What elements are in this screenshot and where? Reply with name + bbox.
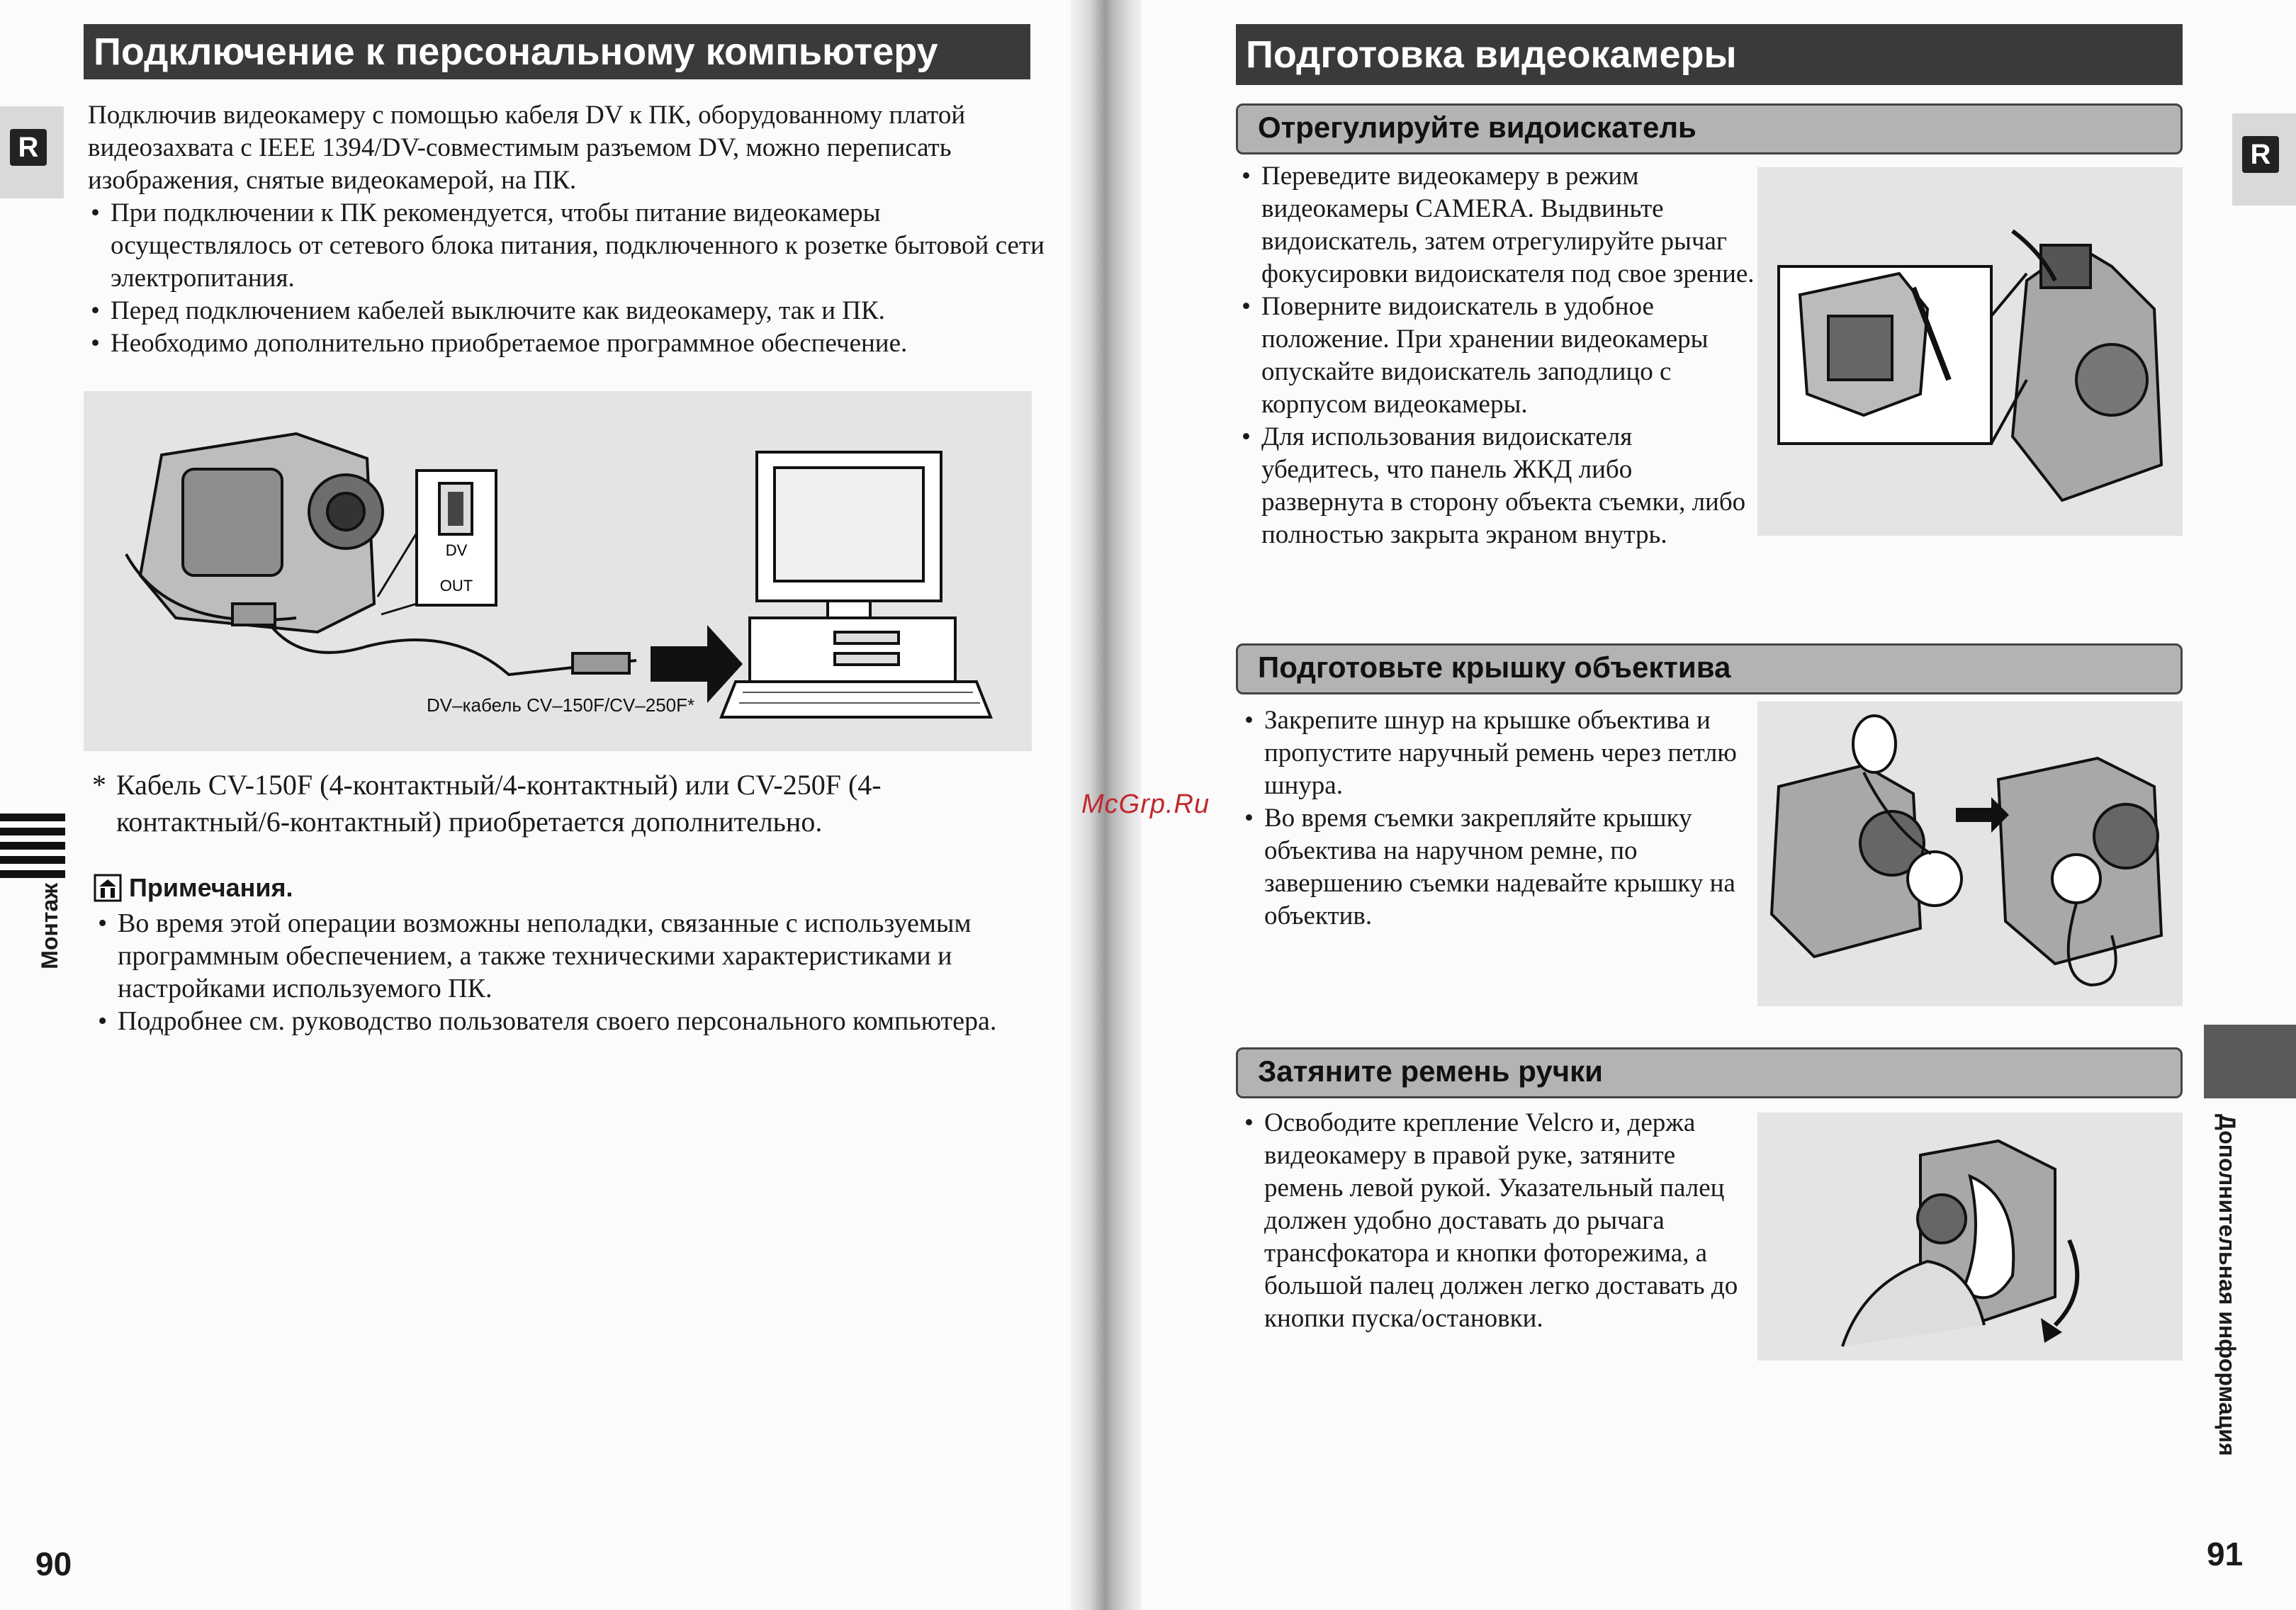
left-page-title: Подключение к персональному компьютеру <box>84 24 1030 79</box>
viewfinder-illustration <box>1757 167 2183 536</box>
bullet-item: • Перед подключением кабелей выключите как видеокамеру, так и ПК. <box>88 295 1045 327</box>
footnote <box>92 767 1030 840</box>
computer-illustration <box>721 452 991 717</box>
bullet-item: • Необходимо дополнительно приобретаемое программное обеспечение. <box>88 327 1045 360</box>
right-language-tab <box>2232 113 2296 206</box>
tighten-arrow-icon <box>2055 1240 2077 1325</box>
port-label-dv: DV <box>445 541 468 559</box>
viewfinder-bullets <box>1239 160 1756 551</box>
section-tab-stripes <box>0 814 65 884</box>
connection-diagram <box>84 391 1032 751</box>
watermark: McGrp.Ru <box>1081 789 1210 819</box>
section-side-tab: Дополнительная информация <box>2215 1114 2240 1456</box>
note-item: • Подробнее см. руководство пользователя своего персонального компьютера. <box>95 1005 1037 1037</box>
section-heading-lens-cap: Подготовьте крышку объектива <box>1236 643 2183 694</box>
left-language-tab <box>0 106 64 198</box>
notes-icon <box>94 874 122 902</box>
footnote-mark: * <box>92 769 106 801</box>
bullet-item: • Поверните видоискатель в удобное положение. При хранении видеокамеры опускайте видоискатель заподлицо с корпусом видеокамеры. <box>1239 291 1756 421</box>
left-page <box>0 0 1091 1610</box>
grip-belt-illustration <box>1757 1113 2183 1361</box>
right-page <box>1141 0 2296 1610</box>
grip-belt-bullets <box>1242 1107 1759 1335</box>
notes-heading <box>94 873 293 903</box>
bullet-item: • Во время съемки закрепляйте крышку объектива на наручном ремне, по завершению съемки надевайте крышку на объектив. <box>1242 802 1759 933</box>
language-badge: R <box>10 129 47 166</box>
port-label-out: OUT <box>439 577 473 595</box>
arrow-icon <box>651 625 743 703</box>
footnote-text: Кабель CV-150F (4-контактный/4-контактный) или CV-250F (4-контактный/6-контактный) приобретается дополнительно. <box>116 769 882 838</box>
note-item: • Во время этой операции возможны неполадки, связанные с используемым программным обеспечением, а также техническими характеристиками и настройками используемого ПК. <box>95 907 1037 1005</box>
section-side-tab: Монтаж <box>37 883 62 969</box>
notes-list <box>95 907 1037 1037</box>
section-heading-viewfinder: Отрегулируйте видоискатель <box>1236 103 2183 154</box>
lens-cap-illustration <box>1757 702 2183 1006</box>
dv-port-callout <box>378 471 496 614</box>
section-heading-grip-belt: Затяните ремень ручки <box>1236 1047 2183 1098</box>
bullet-item: • Переведите видеокамеру в режим видеокамеры CAMERA. Выдвиньте видоискатель, затем отрегулируйте рычаг фокусировки видоискателя под свое зрение. <box>1239 160 1756 291</box>
right-page-title: Подготовка видеокамеры <box>1236 24 2183 85</box>
right-section-tab-block <box>2204 1025 2296 1098</box>
connection-bullets <box>88 197 1045 360</box>
intro-paragraph: Подключив видеокамеру с помощью кабеля DV к ПК, оборудованному платой видеозахвата с IEEE 1394/DV-совместимым разъемом DV, можно переписать изображения, снятые видеокамерой, на ПК. <box>88 101 966 195</box>
bullet-item: • При подключении к ПК рекомендуется, чтобы питание видеокамеры осуществлялось от сетевого блока питания, подключенного к розетке бытовой сети электропитания. <box>88 197 1045 295</box>
notes-heading-text: Примечания. <box>129 873 293 902</box>
cable-caption: DV–кабель CV–150F/CV–250F* <box>427 694 695 716</box>
bullet-item: • Освободите крепление Velcro и, держа видеокамеру в правой руке, затяните ремень левой рукой. Указательный палец должен удобно доставать до рычага трансфокатора и кнопки фоторежима, а большой палец должен легко доставать до кнопки пуска/остановки. <box>1242 1107 1759 1335</box>
bullet-item: • Закрепите шнур на крышке объектива и пропустите наручный ремень через петлю шнура. <box>1242 704 1759 802</box>
page-number: 90 <box>35 1546 72 1582</box>
language-badge: R <box>2242 136 2279 173</box>
bullet-item: • Для использования видоискателя убедитесь, что панель ЖКД либо развернута в сторону объекта съемки, либо полностью закрыта экраном внутрь. <box>1239 421 1756 551</box>
lens-cap-bullets <box>1242 704 1759 933</box>
page-number: 91 <box>2207 1536 2244 1572</box>
